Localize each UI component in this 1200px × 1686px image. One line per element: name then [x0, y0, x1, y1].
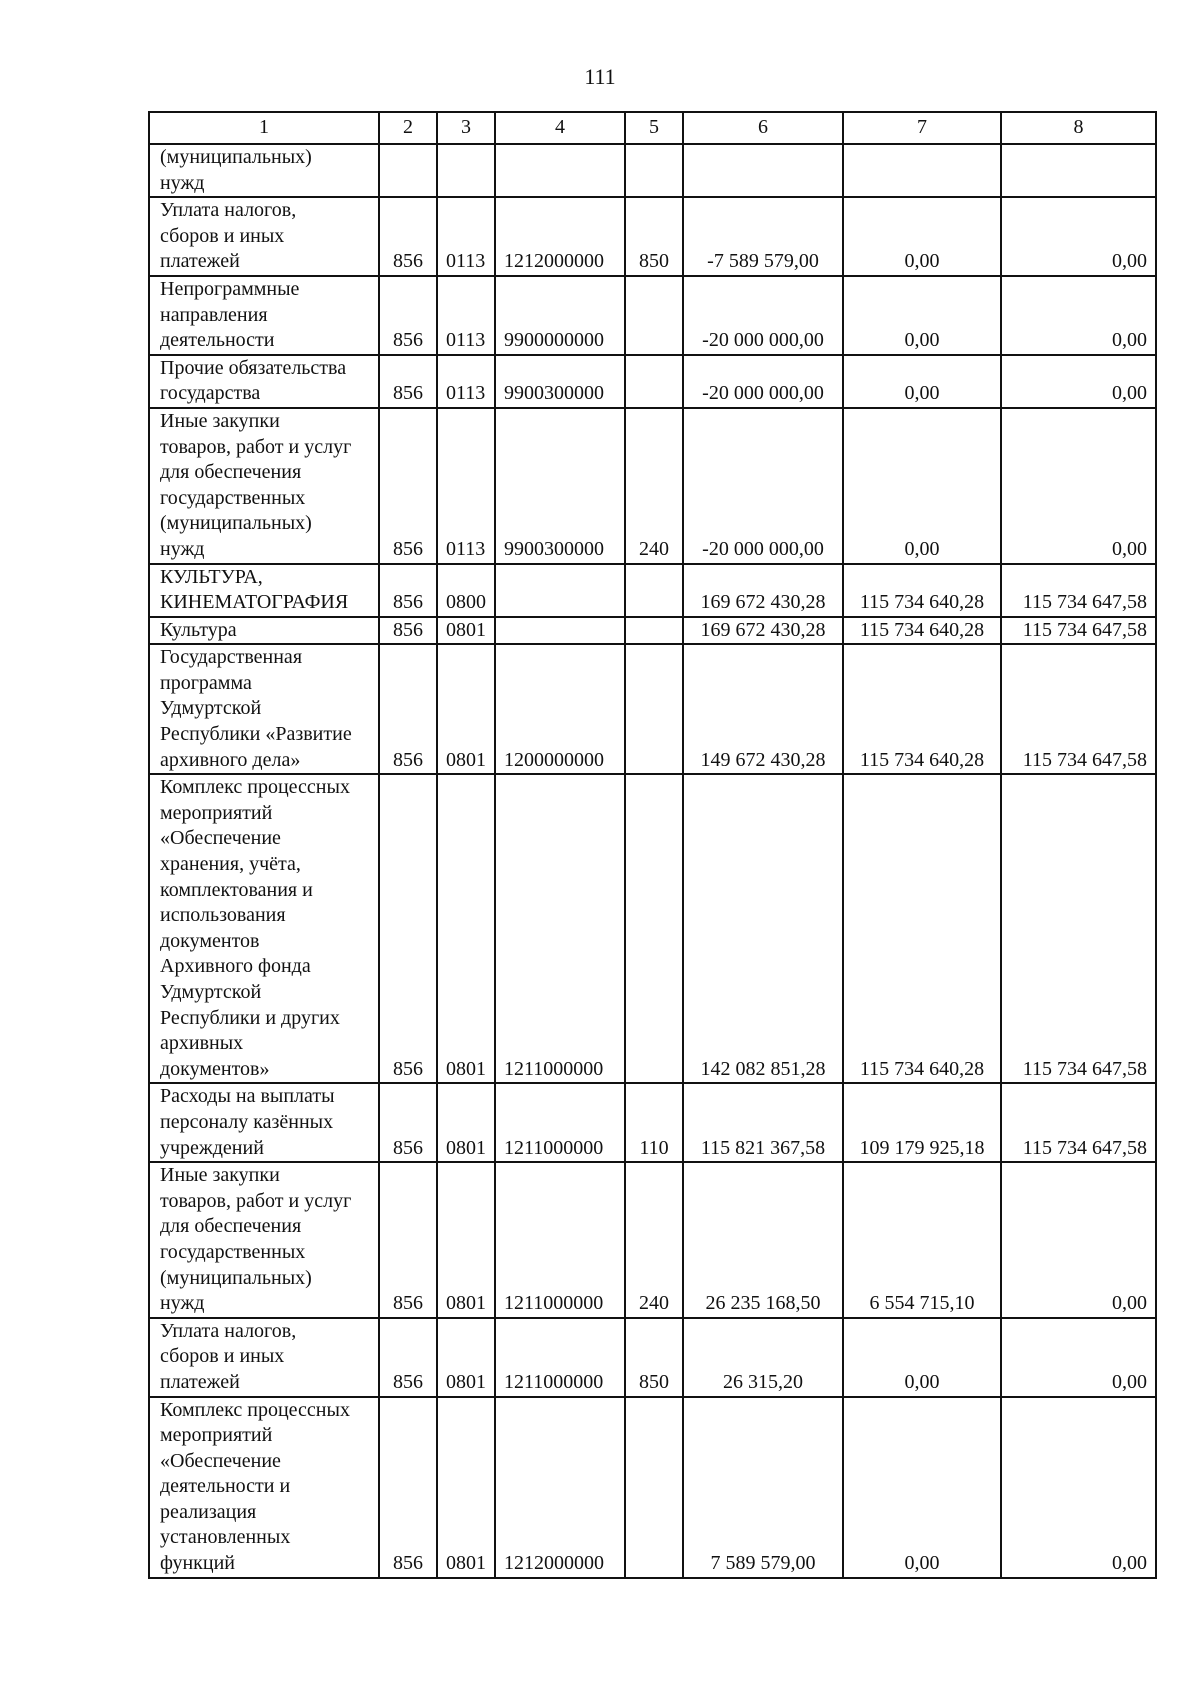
section-code-cell: 0800	[437, 564, 495, 617]
item-name-line: КУЛЬТУРА,	[160, 565, 263, 588]
amount-col8-cell: 0,00	[1001, 1162, 1156, 1318]
header-cell-3: 3	[437, 112, 495, 144]
admin-code-cell: 856	[379, 408, 437, 564]
item-name-line: Удмуртской	[160, 981, 262, 1003]
item-name-line: деятельности и	[160, 1475, 291, 1498]
header-cell-1: 1	[149, 112, 379, 144]
table-header-row	[149, 112, 1156, 144]
amount-col7-cell: 0,00	[843, 408, 1001, 564]
item-name-cell	[149, 774, 379, 1083]
target-article-cell: 1211000000	[495, 1318, 625, 1397]
item-name-line: сборов и иных	[160, 224, 285, 247]
item-name-line: направления	[160, 303, 268, 326]
admin-code-cell: 856	[379, 355, 437, 408]
amount-col8-cell: 115 734 647,58	[1001, 1083, 1156, 1162]
admin-code-cell: 856	[379, 1318, 437, 1397]
admin-code-cell: 856	[379, 1162, 437, 1318]
item-name-line: Иные закупки	[160, 1164, 280, 1187]
amount-col6-cell: -7 589 579,00	[683, 197, 843, 276]
section-code-cell: 0113	[437, 355, 495, 408]
section-code-cell: 0801	[437, 617, 495, 645]
table-row	[149, 1318, 1156, 1397]
amount-col6-cell	[683, 144, 843, 197]
item-name-line: государственных	[160, 486, 306, 509]
target-article-cell	[495, 617, 625, 645]
item-name-line: Расходы на выплаты	[160, 1085, 335, 1108]
amount-col8-cell: 0,00	[1001, 197, 1156, 276]
item-name-line: «Обеспечение	[160, 1449, 281, 1472]
admin-code-cell: 856	[379, 617, 437, 645]
budget-table	[148, 111, 1157, 1579]
item-name-line: (муниципальных)	[160, 512, 312, 535]
item-name-line: архивного дела»	[160, 748, 301, 771]
header-cell-5: 5	[625, 112, 683, 144]
item-name-line: деятельности	[160, 329, 275, 352]
item-name-line: государственных	[160, 1240, 306, 1263]
amount-col7-cell: 0,00	[843, 355, 1001, 408]
table-row	[149, 1397, 1156, 1578]
item-name-cell	[149, 1318, 379, 1397]
amount-col8-cell: 0,00	[1001, 1397, 1156, 1578]
amount-col7-cell: 115 734 640,28	[843, 774, 1001, 1083]
item-name-line: платежей	[160, 1370, 240, 1393]
amount-col8-cell: 0,00	[1001, 276, 1156, 355]
item-name-cell	[149, 144, 379, 197]
amount-col8-cell: 115 734 647,58	[1001, 774, 1156, 1083]
table-row	[149, 408, 1156, 564]
table-row	[149, 1162, 1156, 1318]
amount-col7-cell	[843, 144, 1001, 197]
target-article-cell	[495, 144, 625, 197]
amount-col7-cell: 115 734 640,28	[843, 564, 1001, 617]
item-name-line: (муниципальных)	[160, 1266, 312, 1289]
expense-type-cell: 240	[625, 1162, 683, 1318]
admin-code-cell: 856	[379, 276, 437, 355]
table-row	[149, 144, 1156, 197]
table-row	[149, 197, 1156, 276]
header-cell-2: 2	[379, 112, 437, 144]
item-name-cell	[149, 408, 379, 564]
item-name-line: Комплекс процессных	[160, 1398, 350, 1421]
item-name-cell	[149, 564, 379, 617]
amount-col7-cell: 6 554 715,10	[843, 1162, 1001, 1318]
item-name-line: Уплата налогов,	[160, 199, 297, 222]
target-article-cell: 1212000000	[495, 1397, 625, 1578]
item-name-line: КИНЕМАТОГРАФИЯ	[160, 591, 349, 614]
item-name-line: товаров, работ и услуг	[160, 435, 352, 458]
item-name-line: Прочие обязательства	[160, 356, 347, 379]
item-name-line: программа	[160, 671, 252, 694]
item-name-cell	[149, 197, 379, 276]
amount-col8-cell: 115 734 647,58	[1001, 564, 1156, 617]
item-name-line: (муниципальных)	[160, 146, 312, 168]
admin-code-cell: 856	[379, 197, 437, 276]
amount-col8-cell: 0,00	[1001, 355, 1156, 408]
item-name-line: установленных	[160, 1526, 291, 1549]
item-name-line: товаров, работ и услуг	[160, 1189, 352, 1212]
expense-type-cell	[625, 564, 683, 617]
item-name-line: учреждений	[160, 1136, 264, 1159]
item-name-line: Комплекс процессных	[160, 776, 350, 799]
admin-code-cell: 856	[379, 644, 437, 774]
target-article-cell: 9900300000	[495, 355, 625, 408]
expense-type-cell: 850	[625, 1318, 683, 1397]
item-name-cell	[149, 355, 379, 408]
table-row	[149, 644, 1156, 774]
amount-col7-cell: 0,00	[843, 1397, 1001, 1578]
item-name-line: «Обеспечение	[160, 827, 281, 850]
item-name-line: персоналу казённых	[160, 1110, 334, 1133]
page-number: 111	[584, 64, 616, 89]
amount-col8-cell: 0,00	[1001, 1318, 1156, 1397]
expense-type-cell: 110	[625, 1083, 683, 1162]
admin-code-cell: 856	[379, 774, 437, 1083]
item-name-line: документов»	[160, 1057, 270, 1080]
item-name-line: Государственная	[160, 646, 303, 669]
amount-col6-cell: -20 000 000,00	[683, 276, 843, 355]
item-name-line: мероприятий	[160, 1424, 273, 1447]
table-row	[149, 355, 1156, 408]
table-row	[149, 564, 1156, 617]
table-row	[149, 1083, 1156, 1162]
amount-col7-cell: 115 734 640,28	[843, 644, 1001, 774]
expense-type-cell	[625, 355, 683, 408]
target-article-cell: 1211000000	[495, 774, 625, 1083]
admin-code-cell: 856	[379, 1083, 437, 1162]
table-row	[149, 774, 1156, 1083]
item-name-line: нужд	[160, 537, 205, 560]
amount-col7-cell: 109 179 925,18	[843, 1083, 1001, 1162]
item-name-line: Республики «Развитие	[160, 723, 352, 746]
item-name-line: Непрограммные	[160, 277, 300, 300]
item-name-cell	[149, 1083, 379, 1162]
section-code-cell: 0801	[437, 1318, 495, 1397]
section-code-cell: 0801	[437, 644, 495, 774]
item-name-line: Архивного фонда	[160, 955, 311, 978]
item-name-line: государства	[160, 382, 261, 405]
item-name-line: использования	[160, 904, 286, 927]
item-name-line: Иные закупки	[160, 409, 280, 432]
target-article-cell: 1211000000	[495, 1162, 625, 1318]
section-code-cell: 0113	[437, 408, 495, 564]
item-name-line: нужд	[160, 1292, 205, 1315]
item-name-line: сборов и иных	[160, 1345, 285, 1368]
amount-col6-cell: 26 315,20	[683, 1318, 843, 1397]
admin-code-cell: 856	[379, 1397, 437, 1578]
amount-col6-cell: 7 589 579,00	[683, 1397, 843, 1578]
table-row	[149, 617, 1156, 645]
expense-type-cell: 240	[625, 408, 683, 564]
amount-col6-cell: 169 672 430,28	[683, 564, 843, 617]
expense-type-cell: 850	[625, 197, 683, 276]
target-article-cell	[495, 564, 625, 617]
amount-col7-cell: 0,00	[843, 276, 1001, 355]
header-cell-6: 6	[683, 112, 843, 144]
amount-col6-cell: -20 000 000,00	[683, 355, 843, 408]
item-name-line: документов	[160, 929, 260, 952]
item-name-line: для обеспечения	[160, 461, 302, 484]
expense-type-cell	[625, 144, 683, 197]
item-name-line: реализация	[160, 1500, 257, 1523]
header-cell-4: 4	[495, 112, 625, 144]
section-code-cell: 0113	[437, 276, 495, 355]
target-article-cell: 9900300000	[495, 408, 625, 564]
amount-col6-cell: -20 000 000,00	[683, 408, 843, 564]
header-cell-7: 7	[843, 112, 1001, 144]
amount-col6-cell: 149 672 430,28	[683, 644, 843, 774]
section-code-cell: 0801	[437, 1397, 495, 1578]
amount-col8-cell: 115 734 647,58	[1001, 617, 1156, 645]
amount-col8-cell	[1001, 144, 1156, 197]
admin-code-cell	[379, 144, 437, 197]
section-code-cell: 0801	[437, 774, 495, 1083]
item-name-line: Республики и других	[160, 1006, 340, 1029]
table-row	[149, 276, 1156, 355]
amount-col6-cell: 169 672 430,28	[683, 617, 843, 645]
item-name-line: хранения, учёта,	[160, 853, 301, 876]
amount-col8-cell: 115 734 647,58	[1001, 644, 1156, 774]
item-name-cell	[149, 644, 379, 774]
item-name-line: Удмуртской	[160, 697, 262, 720]
amount-col7-cell: 0,00	[843, 197, 1001, 276]
admin-code-cell: 856	[379, 564, 437, 617]
amount-col6-cell: 26 235 168,50	[683, 1162, 843, 1318]
item-name-cell	[149, 617, 379, 645]
amount-col7-cell: 115 734 640,28	[843, 617, 1001, 645]
amount-col7-cell: 0,00	[843, 1318, 1001, 1397]
item-name-line: Культура	[160, 618, 237, 641]
section-code-cell: 0801	[437, 1162, 495, 1318]
item-name-line: функций	[160, 1552, 235, 1575]
target-article-cell: 1211000000	[495, 1083, 625, 1162]
amount-col8-cell: 0,00	[1001, 408, 1156, 564]
target-article-cell: 1200000000	[495, 644, 625, 774]
section-code-cell: 0801	[437, 1083, 495, 1162]
item-name-line: платежей	[160, 250, 240, 273]
item-name-line: комплектования и	[160, 878, 313, 901]
expense-type-cell	[625, 617, 683, 645]
target-article-cell: 9900000000	[495, 276, 625, 355]
target-article-cell: 1212000000	[495, 197, 625, 276]
amount-col6-cell: 142 082 851,28	[683, 774, 843, 1083]
expense-type-cell	[625, 644, 683, 774]
header-cell-8: 8	[1001, 112, 1156, 144]
expense-type-cell	[625, 276, 683, 355]
item-name-line: нужд	[160, 171, 205, 194]
section-code-cell: 0113	[437, 197, 495, 276]
item-name-line: мероприятий	[160, 801, 273, 824]
item-name-cell	[149, 1397, 379, 1578]
section-code-cell	[437, 144, 495, 197]
expense-type-cell	[625, 774, 683, 1083]
expense-type-cell	[625, 1397, 683, 1578]
item-name-line: архивных	[160, 1032, 244, 1055]
item-name-cell	[149, 1162, 379, 1318]
item-name-cell	[149, 276, 379, 355]
amount-col6-cell: 115 821 367,58	[683, 1083, 843, 1162]
item-name-line: Уплата налогов,	[160, 1319, 297, 1342]
item-name-line: для обеспечения	[160, 1215, 302, 1238]
